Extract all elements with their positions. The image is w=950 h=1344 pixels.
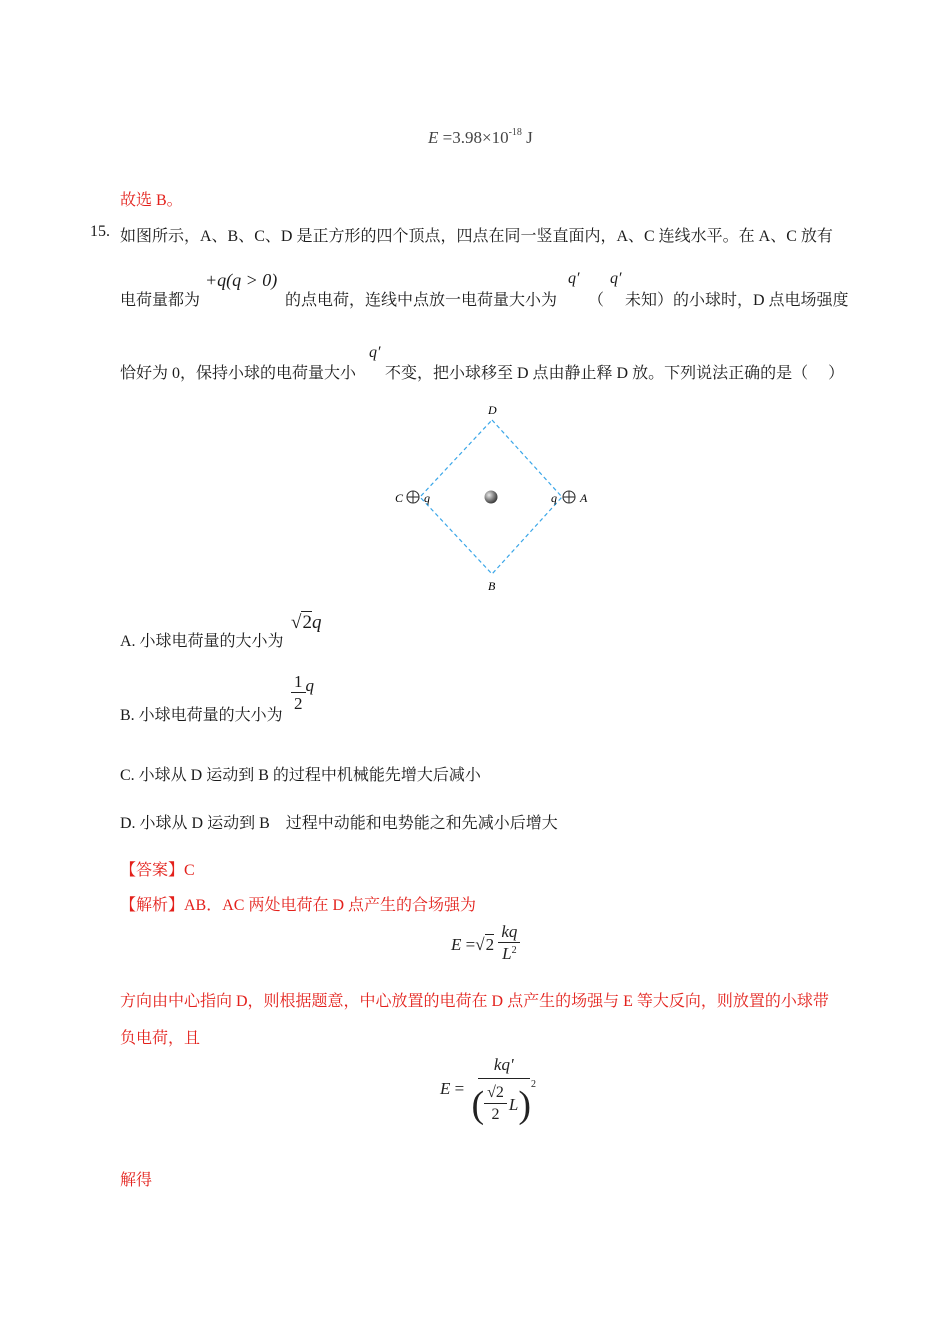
q2-mid: 的点电荷，连线中点放一电荷量大小为 xyxy=(285,292,558,309)
analysis-line-2: 方向由中心指向 D，则根据题意，中心放置的电荷在 D 点产生的场强与 E 等大反向，则放置的小球带 xyxy=(120,993,829,1010)
q2-math: +q(q > 0) xyxy=(205,270,278,290)
analysis-equation-1: E =√2 $\frac{kq}{L^2}$ xyxy=(451,922,520,968)
option-b-num: 1 xyxy=(291,672,306,693)
right-charge-icon xyxy=(563,491,575,503)
analysis-line-3: 负电荷，且 xyxy=(120,1030,201,1047)
analysis-line-4: 解得 xyxy=(120,1172,153,1189)
option-a-rad: 2 xyxy=(302,612,312,633)
option-b-q: q xyxy=(305,676,314,696)
eq-unit: J xyxy=(526,128,533,147)
q2-paren: （ xyxy=(588,292,605,309)
eq2-in-den: 2 xyxy=(491,1106,500,1123)
option-a-text: A. 小球电荷量的大小为 xyxy=(120,633,284,650)
q2-qprime-1: q′ xyxy=(568,270,580,287)
eq2-in-num: √2 xyxy=(484,1083,507,1104)
q3-pre: 恰好为 0，保持小球的电荷量大小 xyxy=(120,365,357,382)
option-a-math xyxy=(291,612,321,634)
option-b-den: 2 xyxy=(294,694,303,713)
label-A: A xyxy=(580,491,588,505)
q3-qprime: q′ xyxy=(369,344,381,361)
q2-qprime-2: q′ xyxy=(610,270,622,287)
eq2-exp: 2 xyxy=(531,1079,537,1090)
top-equation xyxy=(428,128,533,148)
ball-icon xyxy=(485,491,498,504)
q3-post: 不变，把小球移至 D 点由静止释 D 放。下列说法正确的是（ ） xyxy=(385,365,845,382)
eq2-L: L xyxy=(508,1094,519,1114)
question-line-1: 如图所示，A、B、C、D 是正方形的四个顶点，四点在同一竖直面内，A、C 连线水平。在 A、C 放有 xyxy=(120,228,833,245)
analysis-line-1: 【解析】AB．AC 两处电荷在 D 点产生的合场强为 xyxy=(120,897,477,914)
choose-line: 故选 B。 xyxy=(120,192,183,209)
eq-exponent: -18 xyxy=(508,127,522,138)
square-diagram xyxy=(380,398,610,598)
question-number: 15. xyxy=(90,223,110,240)
charge-right-q: q xyxy=(551,491,557,505)
sqrt-icon: √ xyxy=(475,935,485,954)
label-D: D xyxy=(488,403,497,417)
eq1-lhs: E xyxy=(451,935,462,954)
eq2-num: kq' xyxy=(478,1052,530,1079)
answer-label: 【答案】C xyxy=(120,862,195,879)
left-charge-icon xyxy=(407,491,419,503)
option-b-math xyxy=(291,672,314,715)
option-a-q: q xyxy=(311,612,322,633)
q2-post: 未知）的小球时，D 点电场强度 xyxy=(625,292,849,309)
analysis-equation-2: E = kq' ( $\frac{√2}{2}$ L ) 2 xyxy=(440,1052,539,1126)
question-line-3 xyxy=(120,344,860,384)
eq2-lhs: E xyxy=(440,1079,451,1098)
sqrt-icon: √ xyxy=(291,612,302,633)
eq1-sqrt: 2 xyxy=(485,935,495,954)
eq1-num: kq xyxy=(498,922,520,943)
q2-pre: 电荷量都为 xyxy=(120,292,201,309)
option-d: D. 小球从 D 运动到 B 过程中动能和电势能之和先减小后增大 xyxy=(120,815,558,832)
eq1-den-exp: 2 xyxy=(511,945,517,956)
option-b-text: B. 小球电荷量的大小为 xyxy=(120,707,283,724)
option-c: C. 小球从 D 运动到 B 的过程中机械能先增大后减小 xyxy=(120,767,481,784)
label-B: B xyxy=(488,579,496,593)
eq-lhs: E xyxy=(428,128,439,147)
label-C: C xyxy=(395,491,404,505)
eq-body: =3.98×10 xyxy=(442,128,509,147)
eq1-den: L xyxy=(502,944,512,963)
charge-left-q: q xyxy=(424,491,430,505)
